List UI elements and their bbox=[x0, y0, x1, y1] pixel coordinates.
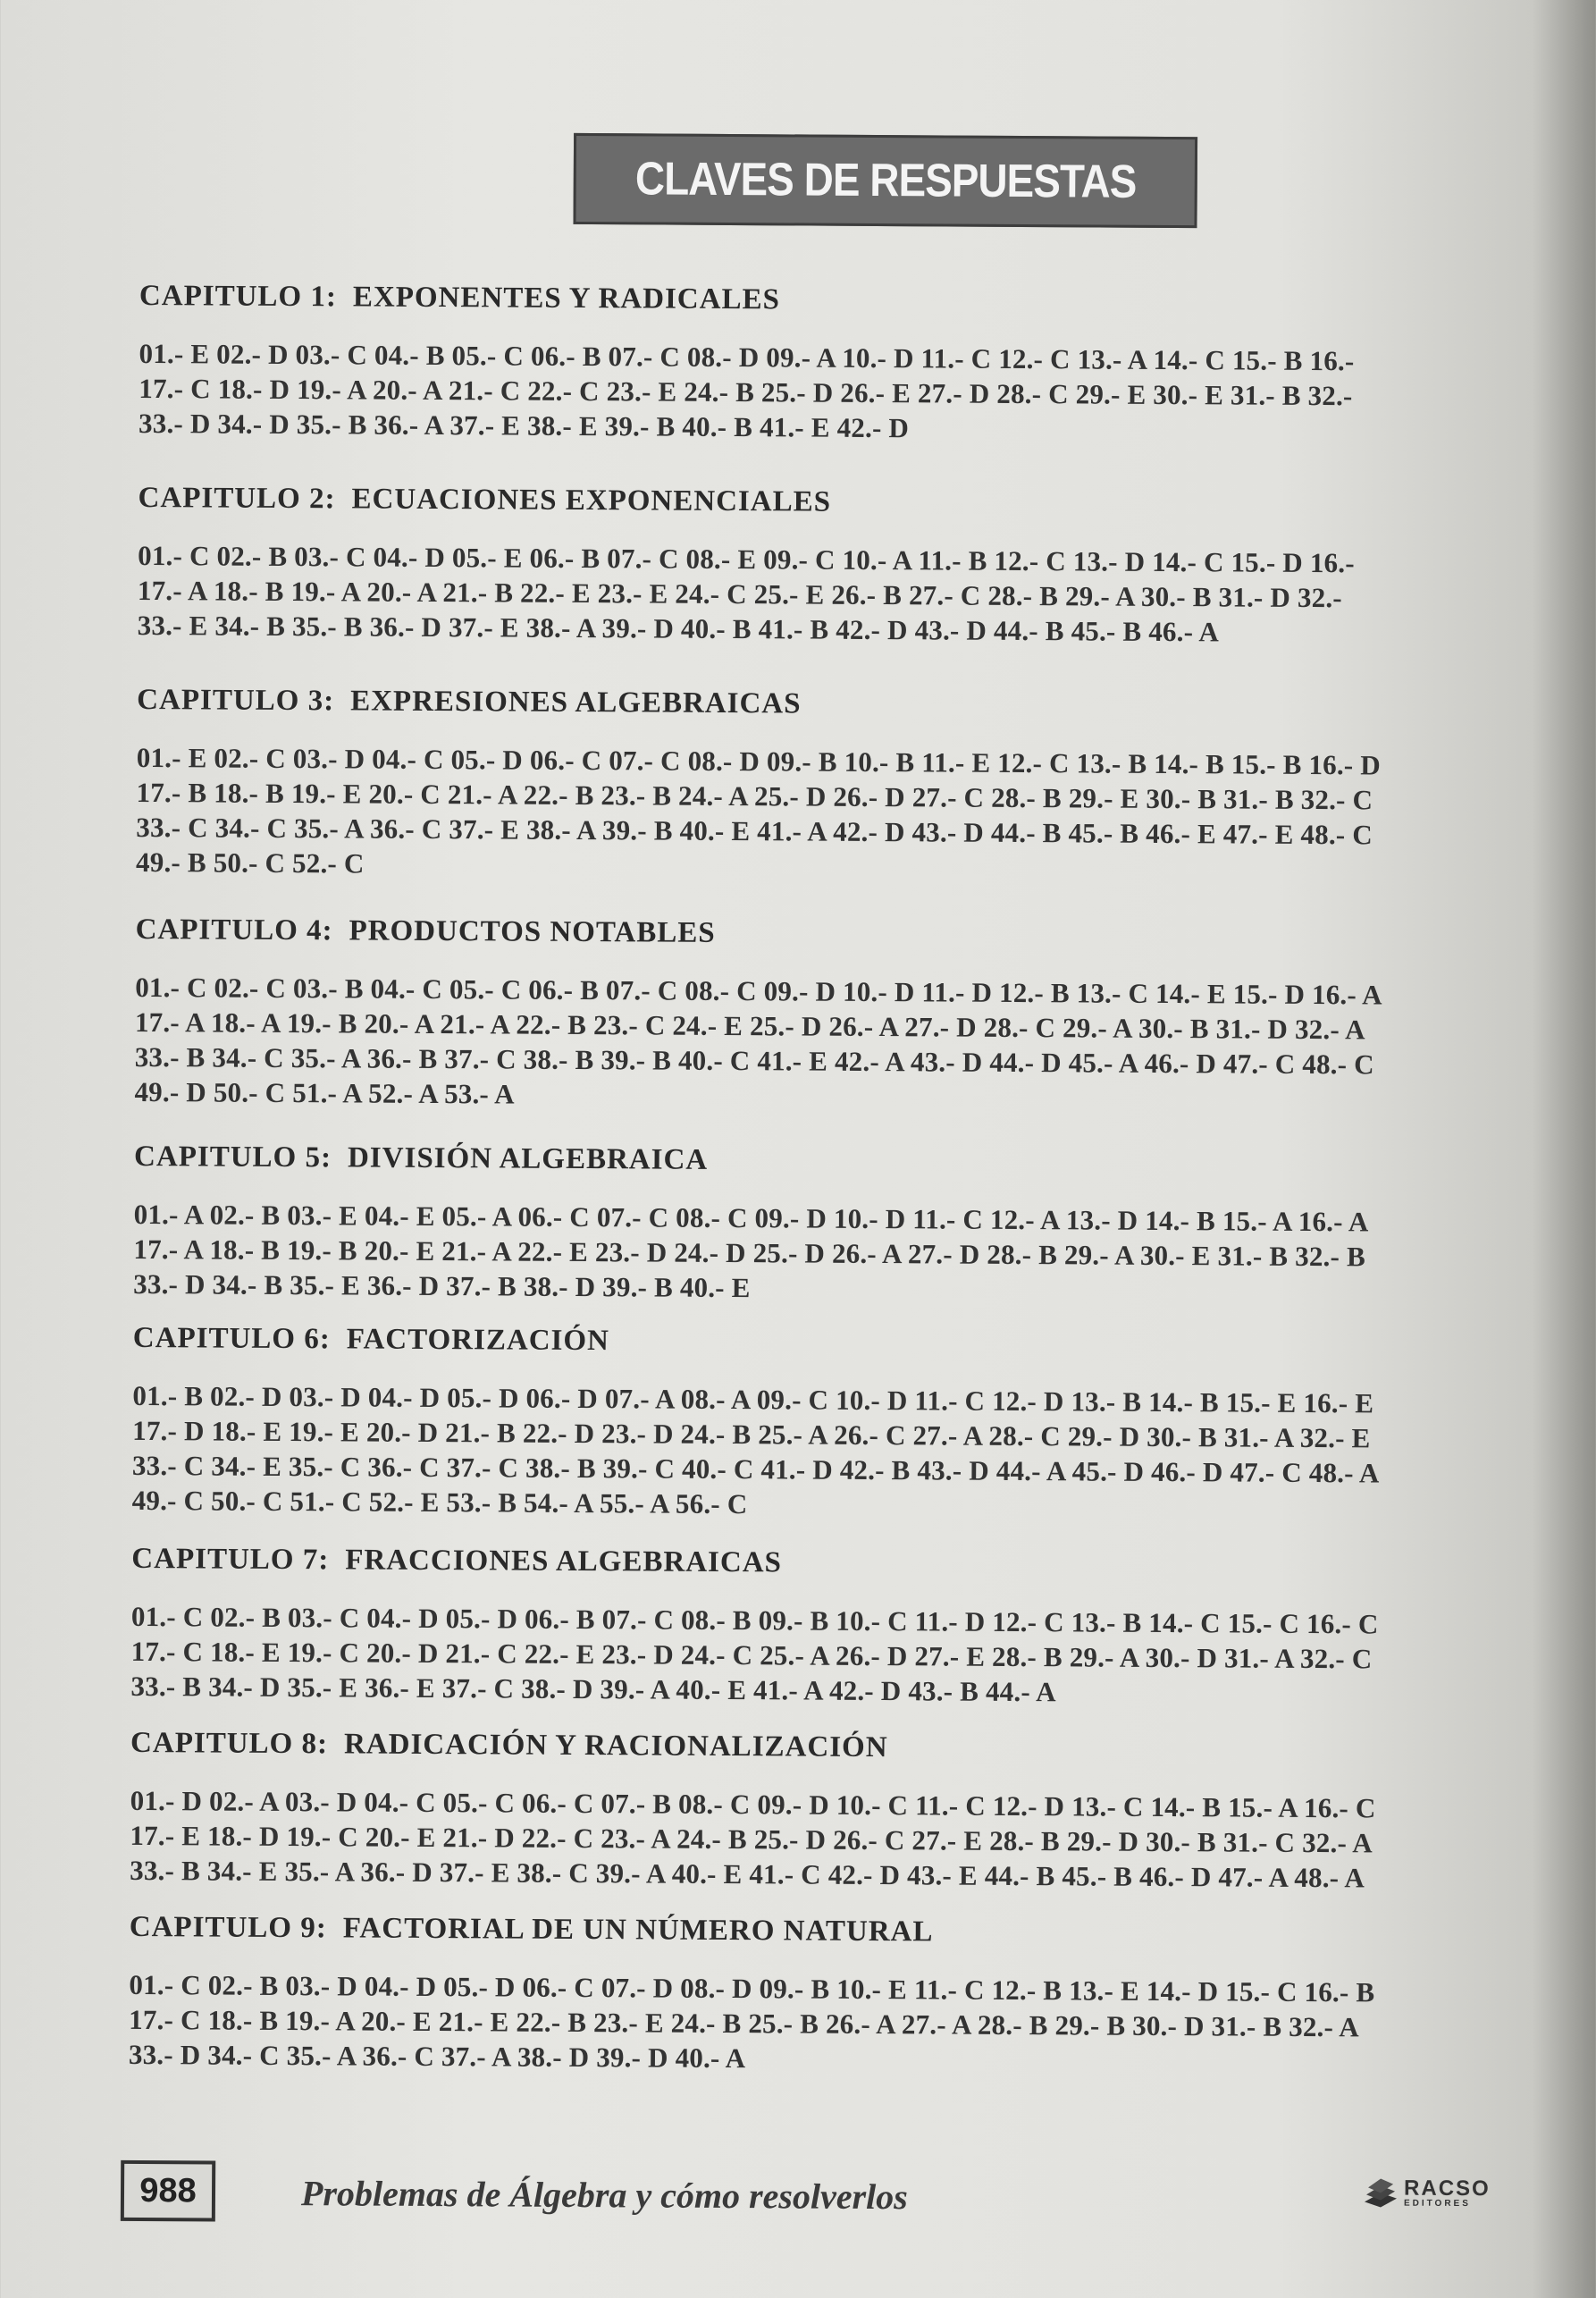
chapter-label: CAPITULO 7: bbox=[131, 1542, 330, 1577]
chapter-section bbox=[130, 1727, 1596, 1897]
answer-line: 01.- C 02.- C 03.- B 04.- C 05.- C 06.- B 07.- C 08.- C 09.- D 10.- D 11.- D 12.- B 13.- C 14.- E 15.- D 16.- A bbox=[135, 971, 1382, 1011]
answer-line: 17.- C 18.- E 19.- C 20.- D 21.- C 22.- E 23.- D 24.- C 25.- A 26.- D 27.- E 28.- B 29.- A 30.- D 31.- A 32.- C bbox=[130, 1635, 1373, 1675]
chapter-label: CAPITULO 4: bbox=[135, 913, 333, 947]
header-banner bbox=[573, 133, 1197, 228]
answer-line: 17.- C 18.- B 19.- A 20.- E 21.- E 22.- B 23.- E 24.- B 25.- B 26.- A 27.- A 28.- B 29.- B 30.- D 31.- B 32.- A bbox=[129, 2003, 1360, 2043]
book-stack-icon bbox=[1363, 2176, 1399, 2209]
chapter-name: EXPRESIONES ALGEBRAICAS bbox=[350, 685, 802, 720]
chapter-heading bbox=[139, 280, 1596, 322]
chapter-section bbox=[139, 280, 1596, 450]
chapter-section bbox=[138, 482, 1596, 652]
answer-line: 33.- B 34.- E 35.- A 36.- D 37.- E 38.- C 39.- A 40.- E 41.- C 42.- D 43.- E 44.- B 45.- B 46.- D 47.- A 48.- A bbox=[130, 1854, 1365, 1894]
chapter-section bbox=[130, 1543, 1596, 1713]
answer-line: 33.- D 34.- B 35.- E 36.- D 37.- B 38.- D 39.- B 40.- E bbox=[133, 1267, 751, 1304]
chapter-heading bbox=[130, 1911, 1596, 1953]
answer-line: 17.- A 18.- B 19.- A 20.- A 21.- B 22.- E 23.- E 24.- C 25.- E 26.- B 27.- C 28.- B 29.- A 30.- B 31.- D 32.- bbox=[137, 574, 1342, 614]
answer-line: 33.- D 34.- D 35.- B 36.- A 37.- E 38.- E 39.- B 40.- B 41.- E 42.- D bbox=[139, 407, 910, 444]
chapter-label: CAPITULO 8: bbox=[130, 1726, 329, 1761]
answer-line: 17.- E 18.- D 19.- C 20.- E 21.- D 22.- C 23.- A 24.- B 25.- D 26.- C 27.- E 28.- B 29.- D 30.- B 31.- C 32.- A bbox=[130, 1819, 1373, 1859]
answer-line: 49.- C 50.- C 51.- C 52.- E 53.- B 54.- A 55.- A 56.- C bbox=[131, 1484, 748, 1520]
chapter-heading bbox=[130, 1727, 1596, 1769]
answer-line: 33.- D 34.- C 35.- A 36.- C 37.- A 38.- D 39.- D 40.- A bbox=[128, 2038, 746, 2075]
answer-line: 17.- A 18.- B 19.- B 20.- E 21.- A 22.- E 23.- D 24.- D 25.- D 26.- A 27.- D 28.- B 29.- A 30.- E 31.- B 32.- B bbox=[133, 1233, 1366, 1273]
answer-line: 33.- B 34.- D 35.- E 36.- E 37.- C 38.- D 39.- A 40.- E 41.- A 42.- D 43.- B 44.- A bbox=[130, 1670, 1056, 1708]
chapter-label: CAPITULO 3: bbox=[137, 683, 335, 718]
chapter-label: CAPITULO 9: bbox=[129, 1910, 327, 1945]
chapter-heading bbox=[136, 913, 1596, 955]
chapter-name: FRACCIONES ALGEBRAICAS bbox=[345, 1544, 783, 1579]
answer-line: 33.- E 34.- B 35.- B 36.- D 37.- E 38.- A 39.- D 40.- B 41.- B 42.- D 43.- D 44.- B 45.- B 46.- A bbox=[137, 609, 1220, 648]
chapter-name: PRODUCTOS NOTABLES bbox=[349, 914, 716, 949]
chapter-label: CAPITULO 2: bbox=[138, 481, 336, 516]
chapter-name: RADICACIÓN Y RACIONALIZACIÓN bbox=[343, 1728, 888, 1764]
chapter-heading bbox=[134, 1141, 1596, 1183]
chapter-section bbox=[132, 1322, 1596, 1527]
chapter-heading bbox=[133, 1322, 1596, 1364]
chapter-name: FACTORIAL DE UN NÚMERO NATURAL bbox=[342, 1912, 934, 1949]
answer-line: 01.- C 02.- B 03.- C 04.- D 05.- E 06.- B 07.- C 08.- E 09.- C 10.- A 11.- B 12.- C 13.- D 14.- C 15.- D 16.- bbox=[138, 539, 1355, 579]
chapter-section bbox=[129, 1911, 1596, 2081]
chapter-heading bbox=[131, 1543, 1596, 1585]
answer-line: 33.- B 34.- C 35.- A 36.- B 37.- C 38.- B 39.- B 40.- C 41.- E 42.- A 43.- D 44.- D 45.- A 46.- D 47.- C 48.- C bbox=[134, 1040, 1374, 1081]
answer-line: 01.- C 02.- B 03.- D 04.- D 05.- D 06.- C 07.- D 08.- D 09.- B 10.- E 11.- C 12.- B 13.- E 14.- D 15.- C 16.- B bbox=[129, 1968, 1375, 2008]
answer-line: 33.- C 34.- E 35.- C 36.- C 37.- C 38.- B 39.- C 40.- C 41.- D 42.- B 43.- D 44.- A 45.- D 46.- D 47.- C 48.- A bbox=[131, 1449, 1380, 1489]
chapter-section bbox=[136, 684, 1596, 888]
page-number: 988 bbox=[121, 2160, 215, 2222]
chapter-name: ECUACIONES EXPONENCIALES bbox=[351, 483, 832, 518]
publisher-name: RACSO bbox=[1403, 2176, 1491, 2201]
answer-line: 01.- A 02.- B 03.- E 04.- E 05.- A 06.- C 07.- C 08.- C 09.- D 10.- D 11.- C 12.- A 13.- D 14.- B 15.- A 16.- A bbox=[133, 1198, 1369, 1238]
answer-line: 49.- D 50.- C 51.- A 52.- A 53.- A bbox=[134, 1075, 515, 1110]
chapter-name: FACTORIZACIÓN bbox=[346, 1323, 610, 1358]
chapter-label: CAPITULO 5: bbox=[133, 1140, 332, 1174]
chapter-section bbox=[133, 1141, 1596, 1310]
chapter-heading bbox=[138, 482, 1596, 524]
answer-line: 17.- C 18.- D 19.- A 20.- A 21.- C 22.- C 23.- E 24.- B 25.- D 26.- E 27.- D 28.- C 29.- E 30.- E 31.- B 32.- bbox=[139, 372, 1353, 412]
chapter-label: CAPITULO 1: bbox=[139, 279, 338, 314]
chapter-name: EXPONENTES Y RADICALES bbox=[352, 281, 780, 316]
answer-line: 49.- B 50.- C 52.- C bbox=[136, 846, 365, 880]
answer-line: 01.- C 02.- B 03.- C 04.- D 05.- D 06.- B 07.- C 08.- B 09.- B 10.- C 11.- D 12.- C 13.- B 14.- C 15.- C 16.- C bbox=[130, 1600, 1379, 1640]
answer-line: 17.- A 18.- A 19.- B 20.- A 21.- A 22.- B 23.- C 24.- E 25.- D 26.- A 27.- D 28.- C 29.- A 30.- B 31.- D 32.- A bbox=[134, 1006, 1365, 1046]
chapter-section bbox=[134, 913, 1596, 1118]
chapter-name: DIVISIÓN ALGEBRAICA bbox=[347, 1141, 709, 1176]
publisher-logo bbox=[1363, 2176, 1491, 2210]
answer-line: 01.- D 02.- A 03.- D 04.- C 05.- C 06.- C 07.- B 08.- C 09.- D 10.- C 11.- C 12.- D 13.- C 14.- B 15.- A 16.- C bbox=[130, 1784, 1376, 1824]
publisher-subtitle: EDITORES bbox=[1403, 2198, 1471, 2210]
answer-line: 17.- B 18.- B 19.- E 20.- C 21.- A 22.- B 23.- B 24.- A 25.- D 26.- D 27.- C 28.- B 29.- E 30.- B 31.- B 32.- C bbox=[136, 776, 1373, 816]
chapter-label: CAPITULO 6: bbox=[132, 1321, 331, 1356]
answer-line: 01.- E 02.- D 03.- C 04.- B 05.- C 06.- B 07.- C 08.- D 09.- A 10.- D 11.- C 12.- C 13.- A 14.- C 15.- B 16.- bbox=[139, 337, 1355, 377]
page-title: CLAVES DE RESPUESTAS bbox=[634, 153, 1137, 208]
page-footer bbox=[121, 2160, 1550, 2241]
answer-line: 01.- E 02.- C 03.- D 04.- C 05.- D 06.- C 07.- C 08.- D 09.- B 10.- B 11.- E 12.- C 13.- B 14.- B 15.- B 16.- D bbox=[136, 741, 1382, 781]
chapter-heading bbox=[137, 684, 1596, 726]
book-title: Problemas de Álgebra y cómo resolverlos bbox=[300, 2173, 908, 2218]
answer-line: 17.- D 18.- E 19.- E 20.- D 21.- B 22.- D 23.- D 24.- B 25.- A 26.- C 27.- A 28.- C 29.- D 30.- B 31.- A 32.- E bbox=[132, 1414, 1371, 1454]
answer-line: 01.- B 02.- D 03.- D 04.- D 05.- D 06.- D 07.- A 08.- A 09.- C 10.- D 11.- C 12.- D 13.- B 14.- B 15.- E 16.- E bbox=[132, 1379, 1374, 1419]
answer-line: 33.- C 34.- C 35.- A 36.- C 37.- E 38.- A 39.- B 40.- E 41.- A 42.- D 43.- D 44.- B 45.- B 46.- E 47.- E 48.- C bbox=[136, 811, 1373, 851]
